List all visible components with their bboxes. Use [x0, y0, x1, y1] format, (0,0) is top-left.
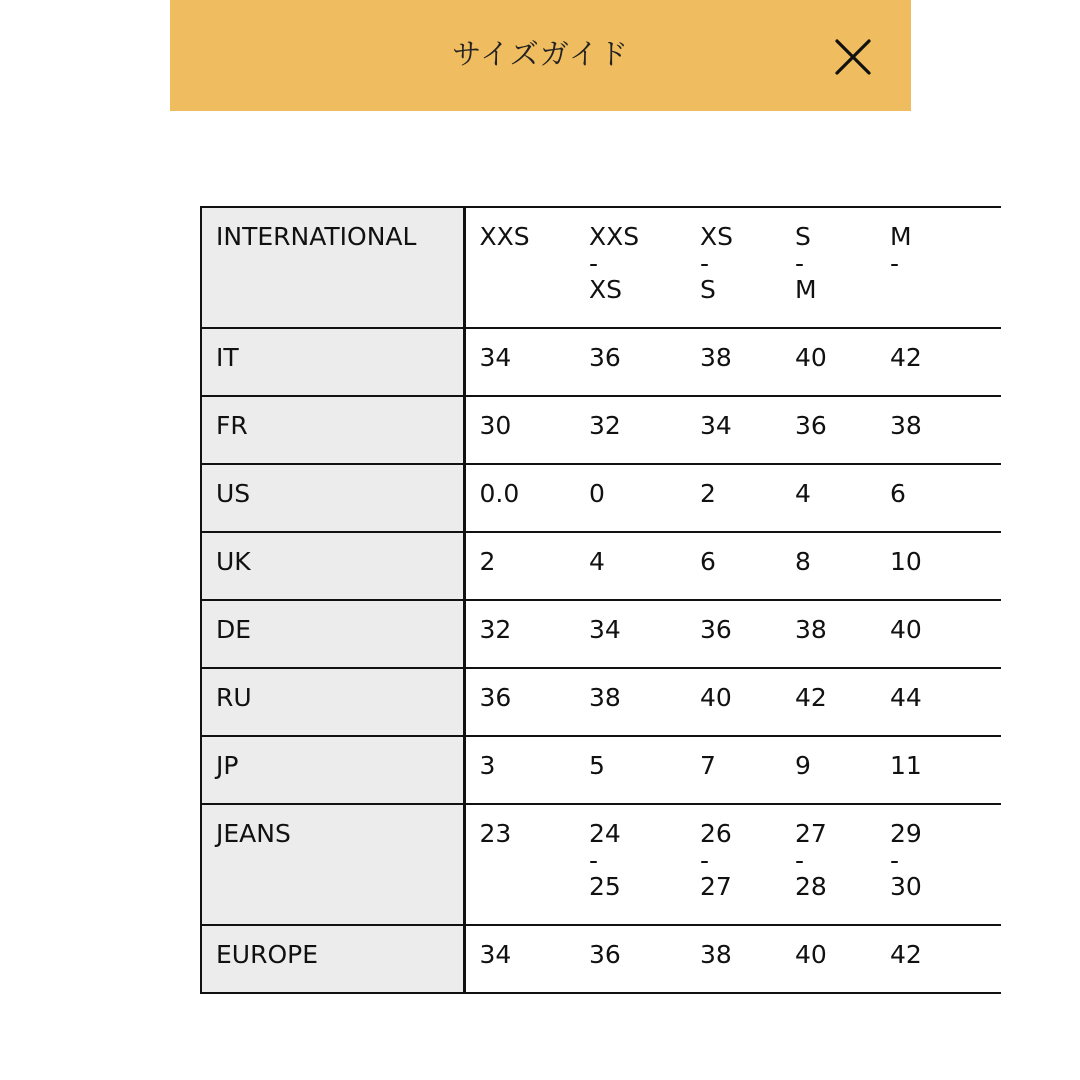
cell-text: 11 [890, 751, 922, 780]
table-cell [464, 396, 575, 464]
table-cell [686, 668, 781, 736]
table-cell [464, 925, 575, 993]
cell-text: 5 [589, 751, 605, 780]
table-cell [876, 464, 1001, 532]
table-cell [575, 600, 686, 668]
cell-text: 29 [890, 819, 922, 848]
table-cell [876, 207, 1001, 328]
table-cell [781, 464, 876, 532]
cell-text: 32 [589, 411, 621, 440]
table-row [201, 532, 1001, 600]
table-row [201, 925, 1001, 993]
close-icon [834, 38, 872, 76]
table-cell [686, 736, 781, 804]
cell-text: 34 [700, 411, 732, 440]
table-row [201, 600, 1001, 668]
cell-text: 38 [795, 615, 827, 644]
cell-text: XXS [479, 222, 530, 251]
table-cell [876, 804, 1001, 925]
cell-text: 4 [795, 479, 811, 508]
row-label: FR [201, 396, 464, 464]
cell-text: XXS [589, 222, 640, 251]
cell-text: 10 [890, 547, 922, 576]
cell-text: 25 [589, 872, 621, 901]
table-cell [781, 668, 876, 736]
cell-text: 38 [700, 343, 732, 372]
cell-text: 36 [700, 615, 732, 644]
cell-text: S [700, 275, 716, 304]
table-row [201, 464, 1001, 532]
cell-text: 36 [479, 683, 512, 712]
table-cell [686, 925, 781, 993]
table-cell [876, 600, 1001, 668]
cell-text: 7 [700, 751, 716, 780]
cell-text: 8 [795, 547, 811, 576]
size-guide-header [170, 0, 911, 111]
cell-text: - [795, 248, 805, 278]
page-title: サイズガイド [452, 37, 629, 71]
cell-text: S [795, 222, 811, 251]
table-cell [686, 600, 781, 668]
table-row [201, 668, 1001, 736]
table-cell [781, 804, 876, 925]
cell-text: - [589, 248, 599, 278]
table-cell [781, 736, 876, 804]
table-cell [686, 328, 781, 396]
table-cell [686, 804, 781, 925]
table-cell [876, 925, 1001, 993]
cell-text: 6 [890, 479, 906, 508]
table-cell [781, 396, 876, 464]
table-cell [781, 207, 876, 328]
table-cell [575, 464, 686, 532]
table-cell [575, 207, 686, 328]
cell-text: 38 [589, 683, 621, 712]
table-cell [876, 668, 1001, 736]
cell-text: 32 [479, 615, 512, 644]
cell-text: 34 [479, 343, 512, 372]
table-row [201, 736, 1001, 804]
cell-text: 40 [795, 343, 827, 372]
row-label: US [201, 464, 464, 532]
table-cell [686, 207, 781, 328]
table-cell [781, 925, 876, 993]
cell-text: - [589, 845, 599, 875]
table-cell [575, 532, 686, 600]
cell-text: - [795, 845, 805, 875]
table-row [201, 396, 1001, 464]
cell-text: 34 [589, 615, 621, 644]
cell-text: 42 [890, 940, 922, 969]
cell-text: - [700, 845, 710, 875]
size-guide-panel [170, 0, 922, 1080]
cell-text: 38 [700, 940, 732, 969]
table-cell [464, 532, 575, 600]
size-table-scroll-area[interactable] [200, 206, 922, 992]
table-cell [464, 736, 575, 804]
size-table [200, 206, 1001, 994]
cell-text: 27 [700, 872, 732, 901]
cell-text: 42 [795, 683, 827, 712]
cell-text: 3 [479, 751, 496, 780]
table-row [201, 328, 1001, 396]
table-cell [464, 207, 575, 328]
row-label: INTERNATIONAL [201, 207, 464, 328]
cell-text: 38 [890, 411, 922, 440]
table-cell [781, 328, 876, 396]
cell-text: 36 [589, 940, 621, 969]
table-cell [686, 396, 781, 464]
cell-text: 40 [700, 683, 732, 712]
row-label: IT [201, 328, 464, 396]
table-cell [686, 532, 781, 600]
cell-text: M [890, 222, 912, 251]
table-cell [575, 328, 686, 396]
row-label: UK [201, 532, 464, 600]
cell-text: 24 [589, 819, 621, 848]
table-cell [464, 464, 575, 532]
table-cell [575, 668, 686, 736]
table-cell [464, 668, 575, 736]
cell-text: 6 [700, 547, 716, 576]
table-cell [575, 396, 686, 464]
cell-text: - [890, 845, 900, 875]
table-cell [876, 396, 1001, 464]
table-cell [781, 532, 876, 600]
cell-text: 0 [589, 479, 605, 508]
cell-text: XS [589, 275, 622, 304]
cell-text: 2 [479, 547, 496, 576]
cell-text: 4 [589, 547, 605, 576]
cell-text: 26 [700, 819, 732, 848]
row-label: JEANS [201, 804, 464, 925]
cell-text: XS [700, 222, 733, 251]
cell-text: 23 [479, 819, 512, 848]
close-button[interactable] [834, 38, 872, 76]
cell-text: 27 [795, 819, 827, 848]
cell-text: 28 [795, 872, 827, 901]
cell-text: 30 [479, 411, 512, 440]
cell-text: - [890, 248, 900, 278]
table-cell [876, 532, 1001, 600]
cell-text: 44 [890, 683, 922, 712]
table-cell [575, 804, 686, 925]
cell-text: M [795, 275, 817, 304]
cell-text: 40 [795, 940, 827, 969]
cell-text: 36 [795, 411, 827, 440]
table-cell [876, 736, 1001, 804]
row-label: RU [201, 668, 464, 736]
table-cell [876, 328, 1001, 396]
row-label: JP [201, 736, 464, 804]
table-row [201, 804, 1001, 925]
table-cell [781, 600, 876, 668]
cell-text: 30 [890, 872, 922, 901]
table-cell [575, 925, 686, 993]
row-label: DE [201, 600, 464, 668]
table-cell [686, 464, 781, 532]
table-cell [464, 600, 575, 668]
cell-text: 36 [589, 343, 621, 372]
table-cell [464, 328, 575, 396]
cell-text: 42 [890, 343, 922, 372]
table-cell [464, 804, 575, 925]
cell-text: 34 [479, 940, 512, 969]
table-row [201, 207, 1001, 328]
cell-text: - [700, 248, 710, 278]
table-cell [575, 736, 686, 804]
cell-text: 2 [700, 479, 716, 508]
cell-text: 0.0 [479, 479, 520, 508]
cell-text: 40 [890, 615, 922, 644]
cell-text: 9 [795, 751, 811, 780]
row-label: EUROPE [201, 925, 464, 993]
